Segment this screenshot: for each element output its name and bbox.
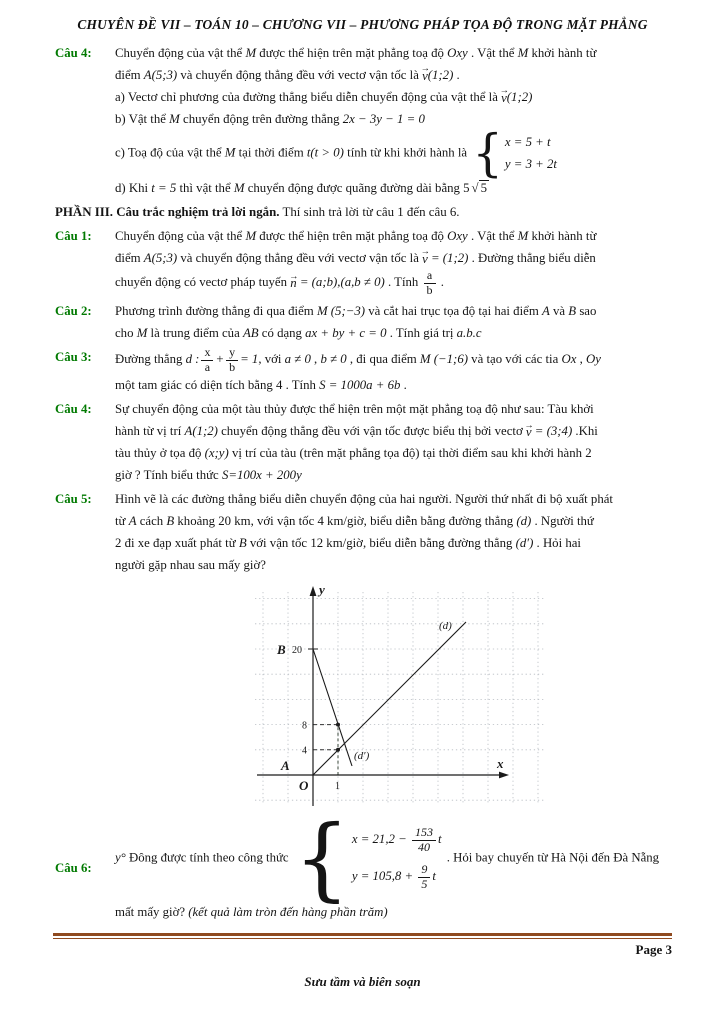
point-d-at-1 — [336, 748, 340, 752]
coordinate-figure-wrapper — [253, 578, 555, 815]
question-line: y° Đông được tính theo công thức { x = 21,2 − $\frac{153}{40}$ t y = 105,8 + $\frac{9}{5}$ t . Hỏi bay chuyến từ Hà Nội đến Đà Nẵng — [115, 806, 660, 912]
point-a-label: A — [281, 758, 290, 774]
question-body — [115, 42, 725, 199]
question-line: một tam giác có diện tích bằng 4 . Tính S = 1000a + 6b . — [115, 378, 407, 393]
point-d-prime-at-1 — [336, 723, 340, 727]
question-4 — [0, 398, 725, 486]
tick-8: 8 — [302, 720, 307, 732]
question-line: cho M là trung điểm của AB có dạng ax + by + c = 0 . Tính giá trị a.b.c — [115, 325, 482, 340]
question-label: Câu 4: — [55, 402, 92, 417]
question-3 — [0, 346, 725, 397]
question-label: Câu 6: — [55, 860, 92, 875]
question-line: d) Khi t = 5 thì vật thể M chuyển động được quãng đường dài bằng 5 √ 5 — [115, 181, 487, 196]
question-line: Phương trình đường thẳng đi qua điểm M (5;−3) và cắt hai trục tọa độ tại hai điểm A và B sao — [115, 303, 597, 318]
question-line: b) Vật thể M chuyển động trên đường thẳng 2x − 3y − 1 = 0 — [115, 112, 425, 126]
question-line: Hình vẽ là các đường thẳng biểu diễn chuyển động của hai người. Người thứ nhất đi bộ xuất phát — [115, 492, 613, 507]
question-line: c) Toạ độ của vật thể M tại thời điểm t(t > 0) tính từ khi khởi hành là { x = 5 + t y = 3 + 2t — [115, 123, 557, 183]
question-1 — [0, 225, 725, 298]
x-axis-label: x — [497, 756, 504, 772]
question-body — [115, 300, 725, 344]
question-line: điểm A(5;3) và chuyển động thẳng đều với vectơ vận tốc là v →(1;2) . — [115, 64, 725, 86]
page-title: CHUYÊN ĐỀ VII – TOÁN 10 – CHƯƠNG VII – PHƯƠNG PHÁP TỌA ĐỘ TRONG MẶT PHẲNG — [77, 17, 648, 32]
section-heading — [55, 201, 725, 223]
question-body — [115, 398, 725, 486]
question-line: Đường thẳng d : $\frac{x}{a}$ + $\frac{y}{b}$ = 1, với a ≠ 0 , b ≠ 0 , đi qua điểm M (−1;6) và tạo với các tia Ox , Oy — [115, 344, 601, 374]
question-label: Câu 4: — [55, 46, 92, 60]
question-5 — [0, 488, 725, 576]
line-d-prime — [313, 649, 352, 766]
question-body — [115, 346, 725, 397]
question-label: Câu 5: — [55, 492, 92, 507]
grid — [255, 592, 545, 804]
question-body — [115, 806, 725, 922]
line-d-label: (d) — [439, 620, 452, 633]
question-line: tàu thủy ở tọa độ (x;y) vị trí của tàu (trên mặt phẳng tọa độ) tại thời điểm sau khi khởi hành 2 — [115, 446, 592, 461]
question-6 — [0, 806, 725, 922]
section-heading-rest: Thí sinh trả lời từ câu 1 đến câu 6. — [279, 205, 460, 220]
question-part2-4 — [0, 42, 725, 199]
origin-label: O — [299, 778, 309, 794]
question-line: người gặp nhau sau mấy giờ? — [115, 558, 266, 573]
tick-1: 1 — [335, 781, 340, 793]
question-line: điểm A(5;3) và chuyển động thẳng đều với vectơ vận tốc là v → = (1;2) . Đường thẳng biểu diễn — [115, 247, 725, 269]
question-line: từ A cách B khoảng 20 km, với vận tốc 4 km/giờ, biểu diễn bằng đường thẳng (d) . Người thứ — [115, 514, 594, 529]
question-line: a) Vectơ chỉ phương của đường thẳng biểu diễn chuyển động của vật thể là v →(1;2) — [115, 86, 725, 108]
question-line: Sự chuyển động của một tàu thủy được thể hiện trên một mặt phẳng toạ độ như sau: Tàu khởi — [115, 402, 594, 417]
footer-credit: Sưu tầm và biên soạn — [304, 973, 421, 989]
question-line: giờ ? Tính biểu thức S=100x + 200y — [115, 468, 302, 483]
y-axis-arrow — [310, 586, 317, 596]
question-line: chuyển động có vectơ pháp tuyến n → = (a;b),(a,b ≠ 0) . Tính $\frac{a}{b}$ . — [115, 269, 725, 298]
question-line: hành từ vị trí A(1;2) chuyển động thẳng đều với vận tốc được biểu thị bởi vectơ v → = (3;4) .Khi — [115, 420, 725, 442]
point-b-label: B — [277, 642, 286, 658]
section-heading-bold: PHẦN III. Câu trắc nghiệm trả lời ngắn. — [55, 205, 280, 220]
line-d — [313, 622, 466, 775]
tick-20: 20 — [292, 645, 302, 657]
document-content — [0, 42, 725, 923]
question-2 — [0, 300, 725, 344]
footer-rule — [53, 933, 672, 939]
coordinate-figure — [253, 578, 555, 810]
question-label: Câu 1: — [55, 229, 92, 244]
line-d-prime-label: (d′) — [354, 750, 370, 763]
question-body — [115, 225, 725, 298]
question-line: Chuyển động của vật thể M được thể hiện trên mặt phẳng toạ độ Oxy . Vật thể M khởi hành từ — [115, 46, 597, 60]
question-label: Câu 2: — [55, 303, 92, 318]
question-line: Chuyển động của vật thể M được thể hiện trên mặt phẳng toạ độ Oxy . Vật thể M khởi hành từ — [115, 229, 597, 244]
page-number: Page 3 — [635, 941, 672, 957]
question-body — [115, 488, 725, 576]
question-line: 2 đi xe đạp xuất phát từ B với vận tốc 12 km/giờ, biểu diễn bằng đường thẳng (d′) . Hỏi hai — [115, 536, 581, 551]
question-label: Câu 3: — [55, 349, 92, 364]
tick-4: 4 — [302, 745, 307, 757]
x-axis-arrow — [499, 772, 509, 779]
y-axis-label: y — [319, 582, 325, 598]
question-line: mất mấy giờ? (kết quả làm tròn đến hàng phần trăm) — [115, 904, 388, 919]
